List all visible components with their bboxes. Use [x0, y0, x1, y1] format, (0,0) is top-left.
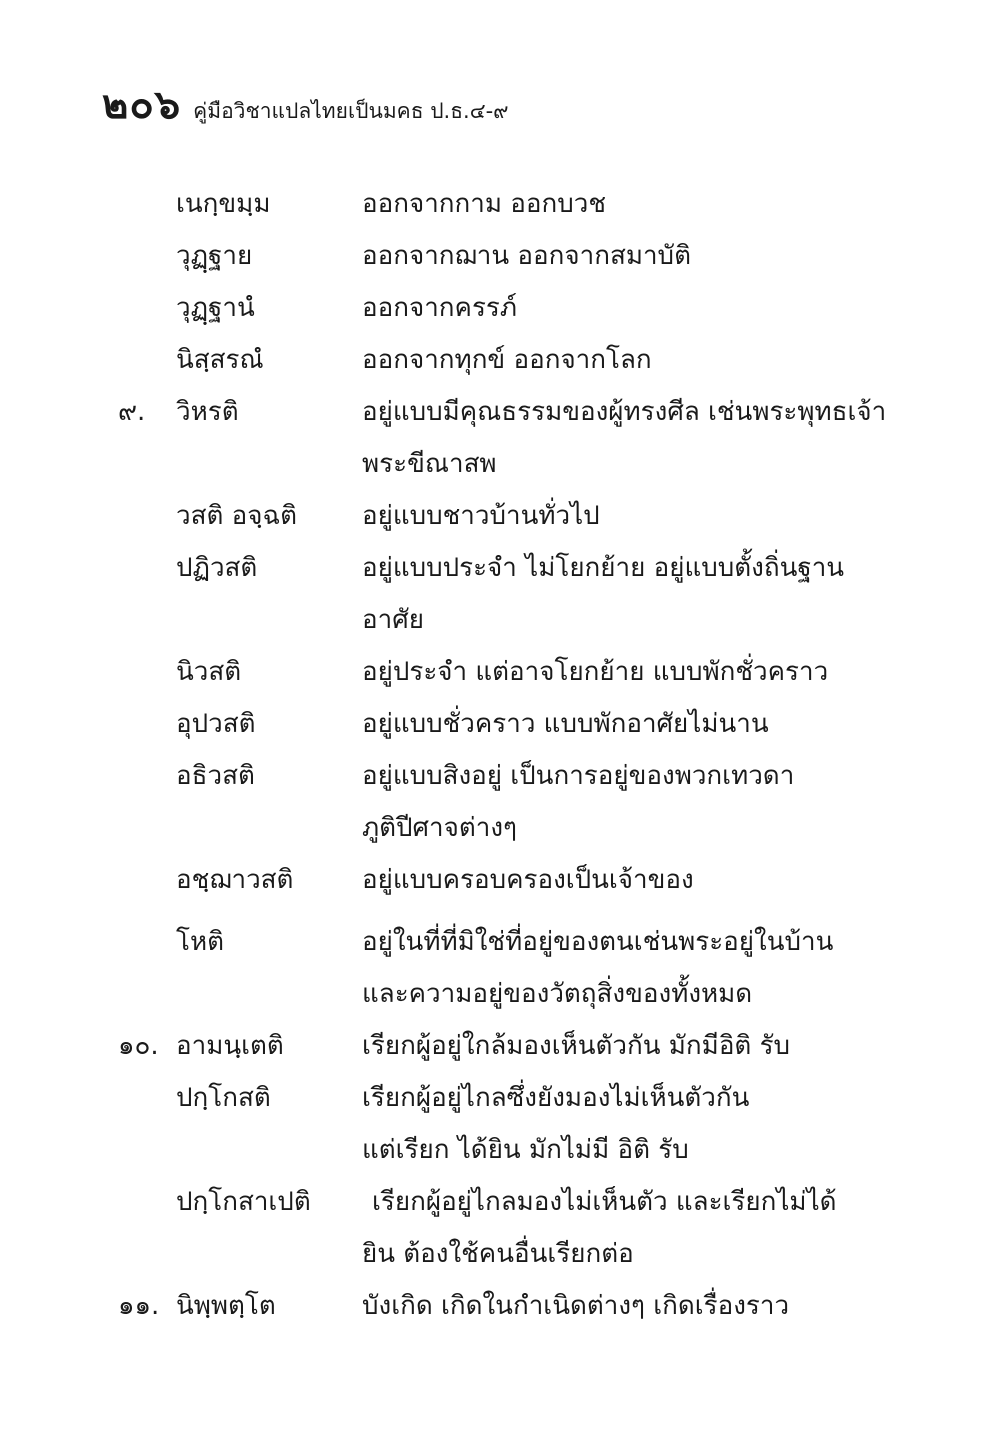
definition-line: เรียกผู้อยู่ใกล้มองเห็นตัวกัน มักมีอิติ รับ	[362, 1031, 791, 1061]
definition-line: อาศัย	[362, 605, 424, 635]
definition-line: เรียกผู้อยู่ไกลซึ่งยังมองไม่เห็นตัวกัน	[362, 1083, 750, 1113]
definition-line: ออกจากกาม ออกบวช	[362, 189, 607, 219]
thai-definition	[362, 542, 882, 646]
definition-line: ออกจากครรภ์	[362, 293, 518, 323]
page-number: ๒๐๖	[102, 82, 182, 128]
pali-term: ปกฺโกสติ	[176, 1083, 271, 1113]
vocab-entry	[0, 1176, 1000, 1280]
vocab-entry	[0, 916, 1000, 1020]
vocab-entry	[0, 1072, 1000, 1176]
thai-definition	[362, 854, 882, 906]
pali-term: อามนฺเตติ	[176, 1031, 284, 1061]
vocab-entry	[0, 386, 1000, 490]
book-title: คู่มือวิชาแปลไทยเป็นมคธ ป.ธ.๔-๙	[193, 99, 509, 123]
definition-line: อยู่แบบมีคุณธรรมของผู้ทรงศีล เช่นพระพุทธเจ้า	[362, 397, 887, 427]
definition-line: พระขีณาสพ	[362, 449, 497, 479]
vocab-entry	[0, 490, 1000, 542]
pali-term: อุปวสติ	[176, 709, 256, 739]
vocab-entry	[0, 1020, 1000, 1072]
pali-term: วุฏฺฐานํ	[176, 293, 255, 323]
pali-term: ปฏิวสติ	[176, 553, 258, 583]
thai-definition	[362, 1072, 882, 1176]
thai-definition	[362, 334, 882, 386]
pali-term: เนกฺขมฺม	[176, 189, 271, 219]
thai-definition	[362, 282, 882, 334]
vocab-entry	[0, 542, 1000, 646]
thai-definition	[362, 1176, 892, 1280]
pali-term: โหติ	[176, 927, 224, 957]
definition-line: อยู่แบบชาวบ้านทั่วไป	[362, 501, 600, 531]
definition-line: อยู่ประจำ แต่อาจโยกย้าย แบบพักชั่วคราว	[362, 657, 829, 687]
vocab-entry	[0, 282, 1000, 334]
definition-line: ออกจากทุกข์ ออกจากโลก	[362, 345, 652, 375]
vocab-entry	[0, 1280, 1000, 1332]
definition-line: ยิน ต้องใช้คนอื่นเรียกต่อ	[362, 1239, 634, 1269]
pali-term: ปกฺโกสาเปติ	[176, 1187, 311, 1217]
thai-definition	[362, 490, 882, 542]
vocab-entry	[0, 646, 1000, 698]
definition-line: และความอยู่ของวัตถุสิ่งของทั้งหมด	[362, 979, 753, 1009]
pali-term: อชฺฌาวสติ	[176, 865, 294, 895]
definition-line: แต่เรียก ได้ยิน มักไม่มี อิติ รับ	[362, 1135, 689, 1165]
thai-definition	[362, 230, 882, 282]
vocab-entry	[0, 334, 1000, 386]
vocab-entry	[0, 178, 1000, 230]
definition-line: อยู่แบบประจำ ไม่โยกย้าย อยู่แบบตั้งถิ่นฐาน	[362, 553, 845, 583]
definition-line: อยู่แบบชั่วคราว แบบพักอาศัยไม่นาน	[362, 709, 769, 739]
definition-line: ออกจากฌาน ออกจากสมาบัติ	[362, 241, 691, 271]
definition-line: เรียกผู้อยู่ไกลมองไม่เห็นตัว และเรียกไม่ได้	[372, 1187, 837, 1217]
pali-term: นิพฺพตฺโต	[176, 1291, 276, 1321]
pali-term: วสติ อจฺฉติ	[176, 501, 298, 531]
entry-number: ๑๑.	[118, 1291, 160, 1321]
definition-line: บังเกิด เกิดในกำเนิดต่างๆ เกิดเรื่องราว	[362, 1291, 790, 1321]
pali-term: วุฏฺฐาย	[176, 241, 253, 271]
vocab-entry	[0, 698, 1000, 750]
definition-line: ภูติปีศาจต่างๆ	[362, 813, 518, 843]
vocabulary-list	[0, 178, 1000, 1332]
thai-definition	[362, 750, 882, 854]
thai-definition	[362, 386, 887, 490]
thai-definition	[362, 178, 882, 230]
thai-definition	[362, 698, 882, 750]
pali-term: นิวสติ	[176, 657, 242, 687]
vocab-entry	[0, 750, 1000, 854]
vocab-entry	[0, 230, 1000, 282]
pali-term: อธิวสติ	[176, 761, 255, 791]
thai-definition	[362, 646, 882, 698]
definition-line: อยู่ในที่ที่มิใช่ที่อยู่ของตนเช่นพระอยู่ในบ้าน	[362, 927, 834, 957]
thai-definition	[362, 1020, 882, 1072]
vocab-entry	[0, 854, 1000, 906]
thai-definition	[362, 916, 882, 1020]
definition-line: อยู่แบบครอบครองเป็นเจ้าของ	[362, 865, 694, 895]
pali-term: นิสฺสรณํ	[176, 345, 264, 375]
entry-number: ๑๐.	[118, 1031, 159, 1061]
thai-definition	[362, 1280, 882, 1332]
page-header	[102, 72, 509, 136]
entry-number: ๙.	[118, 397, 146, 427]
definition-line: อยู่แบบสิงอยู่ เป็นการอยู่ของพวกเทวดา	[362, 761, 795, 791]
pali-term: วิหรติ	[176, 397, 239, 427]
